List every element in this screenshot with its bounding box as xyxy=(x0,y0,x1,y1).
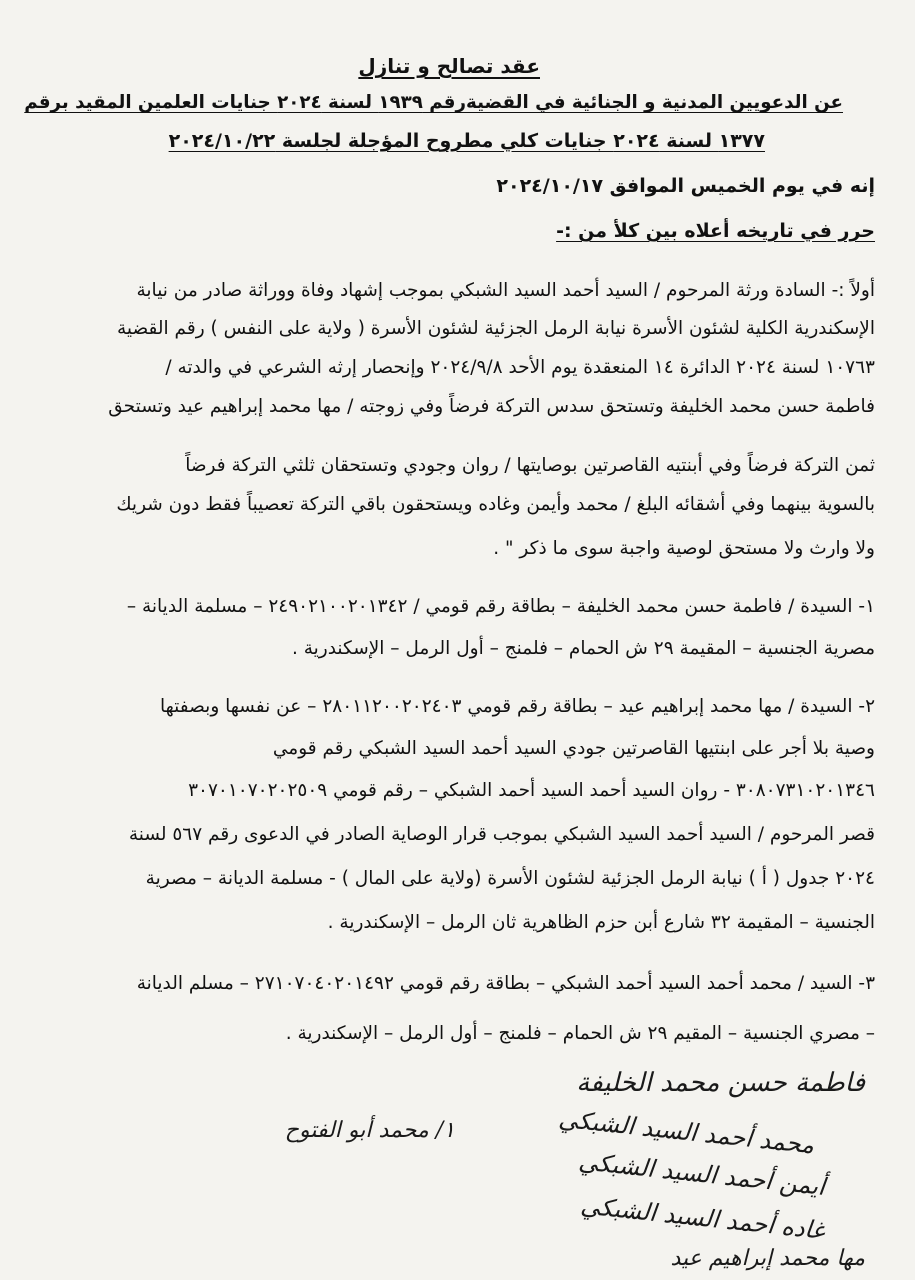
signature-mohamed: محمد أحمد السيد الشبكي xyxy=(557,1104,816,1160)
first-party-line: ولا وارث ولا مستحق لوصية واجبة سوى ما ذكر " . xyxy=(493,538,875,559)
first-party-line: أولاً :- السادة ورثة المرحوم / السيد أحمد السيد الشبكي بموجب إشهاد وفاة ووراثة صادر من نيابة xyxy=(136,280,875,301)
signature-maha: مها محمد إبراهيم عيد xyxy=(670,1246,865,1271)
between-parties-line: حرر في تاريخه أعلاه بين كلأ من :- xyxy=(556,220,875,242)
party-2-line: وصية بلا أجر على ابنتيها القاصرتين جودي السيد أحمد السيد الشبكي رقم قومي xyxy=(272,738,875,759)
first-party-line: فاطمة حسن محمد الخليفة وتستحق سدس التركة فرضاً وفي زوجته / مها محمد إبراهيم عيد وتستحق xyxy=(108,396,875,417)
party-1-line: ١- السيدة / فاطمة حسن محمد الخليفة – بطاقة رقم قومي / ٢٤٩٠٢١٠٠٢٠١٣٤٢ – مسلمة الديانة – xyxy=(126,596,875,617)
first-party-line: بالسوية بينهما وفي أشقائه البلغ / محمد وأيمن وغاده ويستحقون باقي التركة تعصيباً فقط دون شريك xyxy=(116,494,875,515)
party-2-line: ٣٠٨٠٧٣١٠٢٠١٣٤٦ - روان السيد أحمد السيد أحمد الشبكي – رقم قومي ٣٠٧٠١٠٧٠٢٠٢٥٠٩ xyxy=(188,780,875,801)
party-2-line: ٢- السيدة / مها محمد إبراهيم عيد – بطاقة رقم قومي ٢٨٠١١٢٠٠٢٠٢٤٠٣ – عن نفسها وبصفتها xyxy=(160,696,875,717)
signature-fatma: فاطمة حسن محمد الخليفة xyxy=(576,1068,865,1098)
first-party-line: ثمن التركة فرضاً وفي أبنتيه القاصرتين بوصايتها / روان وجودي وتستحقان ثلثي التركة فرضاً xyxy=(185,455,875,476)
party-2-line: قصر المرحوم / السيد أحمد السيد الشبكي بموجب قرار الوصاية الصادر في الدعوى رقم ٥٦٧ لسنة xyxy=(128,824,875,845)
contract-title: عقد تصالح و تنازل xyxy=(358,54,540,78)
contract-subtitle-line-2: ١٣٧٧ لسنة ٢٠٢٤ جنايات كلي مطروح المؤجلة لجلسة ٢٠٢٤/١٠/٢٢ xyxy=(168,130,765,152)
party-3-line: ٣- السيد / محمد أحمد السيد أحمد الشبكي – بطاقة رقم قومي ٢٧١٠٧٠٤٠٢٠١٤٩٢ – مسلم الديانة xyxy=(136,973,875,994)
contract-date-line: إنه في يوم الخميس الموافق ٢٠٢٤/١٠/١٧ xyxy=(496,175,875,197)
first-party-line: ١٠٧٦٣ لسنة ٢٠٢٤ الدائرة ١٤ المنعقدة يوم الأحد ٢٠٢٤/٩/٨ وإنحصار إرثه الشرعي في والدته / xyxy=(165,357,875,378)
signature-ghada: غاده أحمد السيد الشبكي xyxy=(579,1191,826,1245)
signature-ayman: أيمن أحمد السيد الشبكي xyxy=(576,1147,826,1201)
signature-left: ١/ محمد أبو الفتوح xyxy=(284,1118,455,1143)
party-2-line: ٢٠٢٤ جدول ( أ ) نيابة الرمل الجزئية لشئون الأسرة (ولاية على المال ) - مسلمة الديانة – مصرية xyxy=(145,868,875,889)
party-1-line: مصرية الجنسية – المقيمة ٢٩ ش الحمام – فلمنج – أول الرمل – الإسكندرية . xyxy=(291,638,875,659)
contract-subtitle-line-1: عن الدعويين المدنية و الجنائية في القضيةرقم ١٩٣٩ لسنة ٢٠٢٤ جنايات العلمين المقيد برقم xyxy=(24,92,843,113)
party-2-line: الجنسية – المقيمة ٣٢ شارع أبن حزم الظاهرية ثان الرمل – الإسكندرية . xyxy=(327,912,875,933)
first-party-line: الإسكندرية الكلية لشئون الأسرة نيابة الرمل الجزئية لشئون الأسرة ( ولاية على النفس ) رقم القضية xyxy=(116,318,875,339)
party-3-line: – مصري الجنسية – المقيم ٢٩ ش الحمام – فلمنج – أول الرمل – الإسكندرية . xyxy=(285,1023,875,1044)
